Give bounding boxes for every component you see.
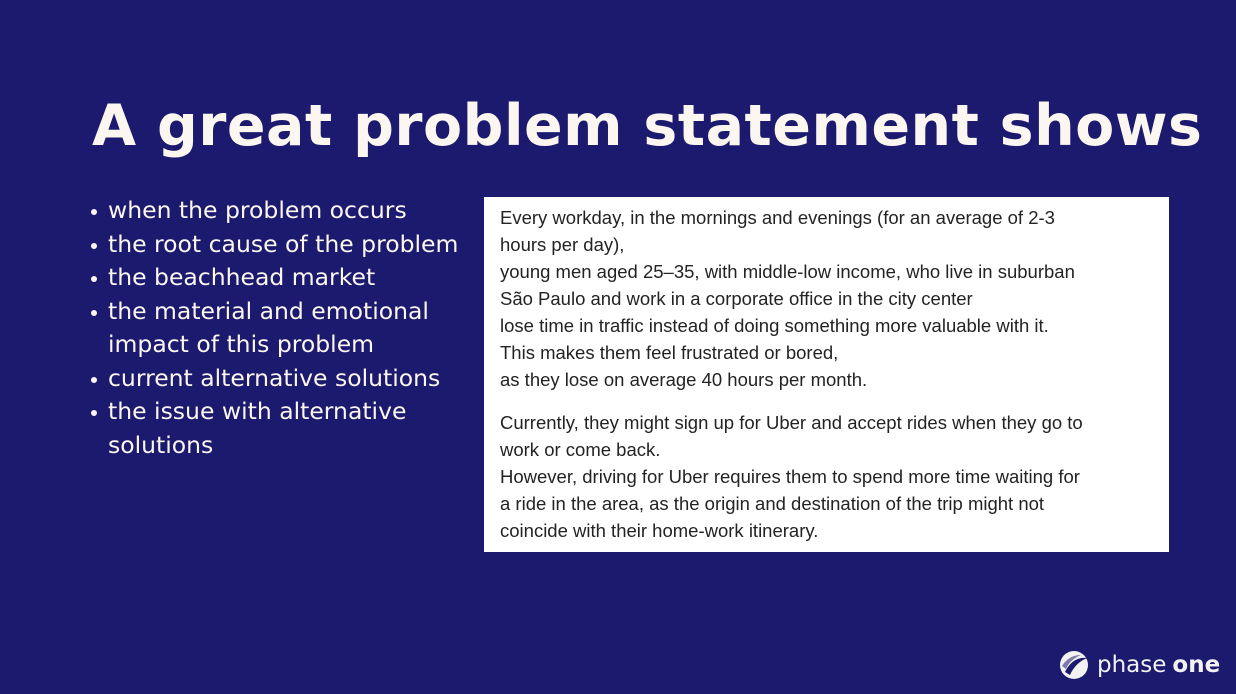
example-statement-box: [484, 197, 1169, 552]
example-paragraph: [500, 409, 1155, 544]
slide-title: A great problem statement shows: [92, 93, 1203, 159]
bullet-list: [88, 194, 478, 462]
example-line: São Paulo and work in a corporate office in the city center: [500, 288, 973, 309]
brand-logo: [1059, 648, 1220, 682]
example-line: This makes them feel frustrated or bored,: [500, 342, 839, 363]
example-line: as they lose on average 40 hours per month.: [500, 369, 868, 390]
example-line: hours per day),: [500, 234, 625, 255]
bullet-item: the material and emotional impact of this problem: [88, 295, 478, 362]
example-paragraph: [500, 204, 1155, 393]
brand-name-bold: one: [1172, 652, 1221, 678]
bullet-item: current alternative solutions: [88, 362, 478, 396]
example-line: However, driving for Uber requires them to spend more time waiting for: [500, 466, 1080, 487]
example-line: coincide with their home-work itinerary.: [500, 520, 819, 541]
phase-one-logo-icon: [1059, 650, 1089, 680]
example-line: lose time in traffic instead of doing something more valuable with it.: [500, 315, 1049, 336]
bullet-item: the beachhead market: [88, 261, 478, 295]
bullet-item: when the problem occurs: [88, 194, 478, 228]
example-line: Every workday, in the mornings and evenings (for an average of 2-3: [500, 207, 1055, 228]
example-line: work or come back.: [500, 439, 661, 460]
example-line: a ride in the area, as the origin and destination of the trip might not: [500, 493, 1045, 514]
example-line: Currently, they might sign up for Uber and accept rides when they go to: [500, 412, 1083, 433]
example-line: young men aged 25–35, with middle-low income, who live in suburban: [500, 261, 1075, 282]
bullet-item: the issue with alternative solutions: [88, 395, 478, 462]
bullet-item: the root cause of the problem: [88, 228, 478, 262]
brand-name-light: phase: [1097, 652, 1167, 678]
